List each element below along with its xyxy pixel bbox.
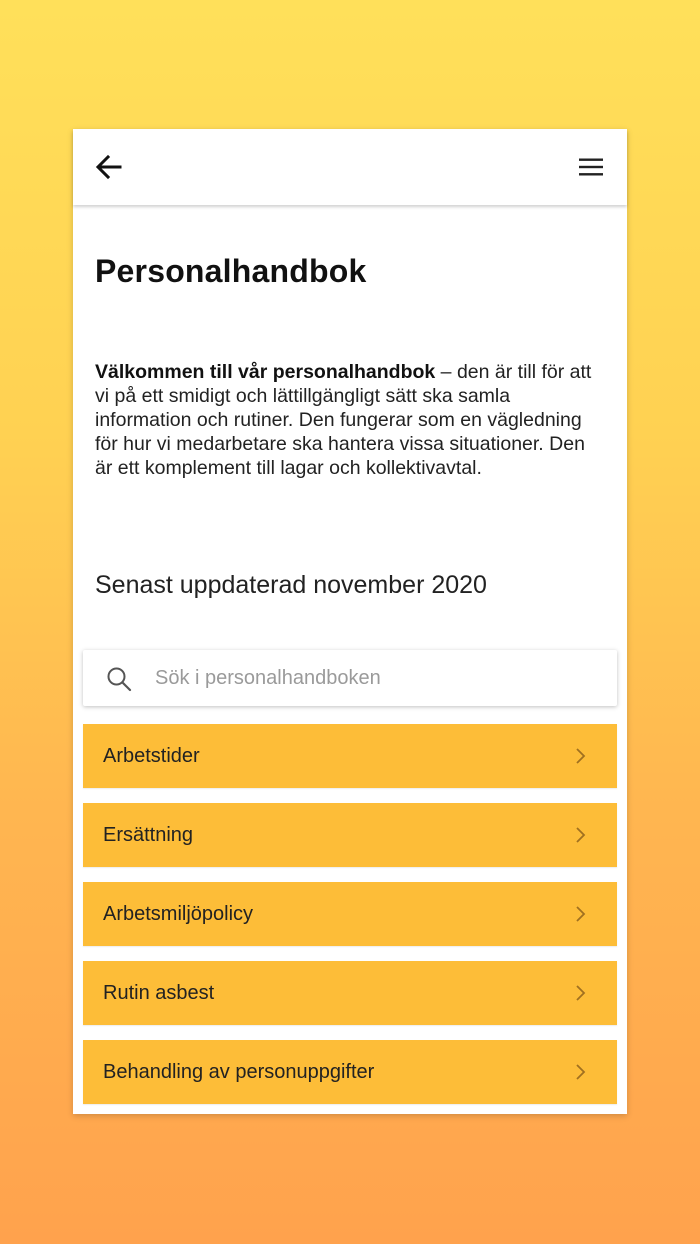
chevron-right-icon (571, 746, 591, 766)
handbook-card (73, 129, 627, 1114)
page-title: Personalhandbok (95, 253, 367, 289)
arrow-left-icon (93, 151, 125, 183)
search-icon (105, 665, 133, 693)
section-item-label: Arbetstider (103, 745, 200, 767)
section-item-behandling-av-personuppgifter[interactable] (83, 1040, 617, 1104)
section-item-arbetsmiljopolicy[interactable] (83, 882, 617, 946)
app-bar (73, 129, 627, 205)
section-item-rutin-asbest[interactable] (83, 961, 617, 1025)
chevron-right-icon (571, 1062, 591, 1082)
hamburger-menu-icon (575, 151, 607, 183)
section-item-label: Ersättning (103, 824, 194, 846)
section-item-label: Behandling av personuppgifter (103, 1061, 375, 1083)
search-input[interactable] (155, 658, 595, 698)
intro-bold-text: Välkommen till vår personalhandbok (95, 361, 436, 383)
menu-button[interactable] (575, 151, 607, 183)
chevron-right-icon (571, 904, 591, 924)
section-item-ersattning[interactable] (83, 803, 617, 867)
section-item-label: Rutin asbest (103, 982, 215, 1004)
back-button[interactable] (93, 151, 125, 183)
chevron-right-icon (571, 825, 591, 845)
chevron-right-icon (571, 983, 591, 1003)
search-bar[interactable] (83, 650, 617, 706)
last-updated-text: Senast uppdaterad november 2020 (95, 571, 487, 599)
section-item-arbetstider[interactable] (83, 724, 617, 788)
section-item-label: Arbetsmiljöpolicy (103, 903, 254, 925)
section-list (83, 724, 617, 1119)
intro-text (95, 360, 599, 480)
intro-body-text: – den är till för att vi på ett smidigt och lättillgängligt sätt ska samla information och rutiner. Den fungerar som en vägledning för hur vi medarbetare ska hantera vissa situationer. Den är ett komplement till lagar och kollektivavtal. (95, 361, 592, 479)
